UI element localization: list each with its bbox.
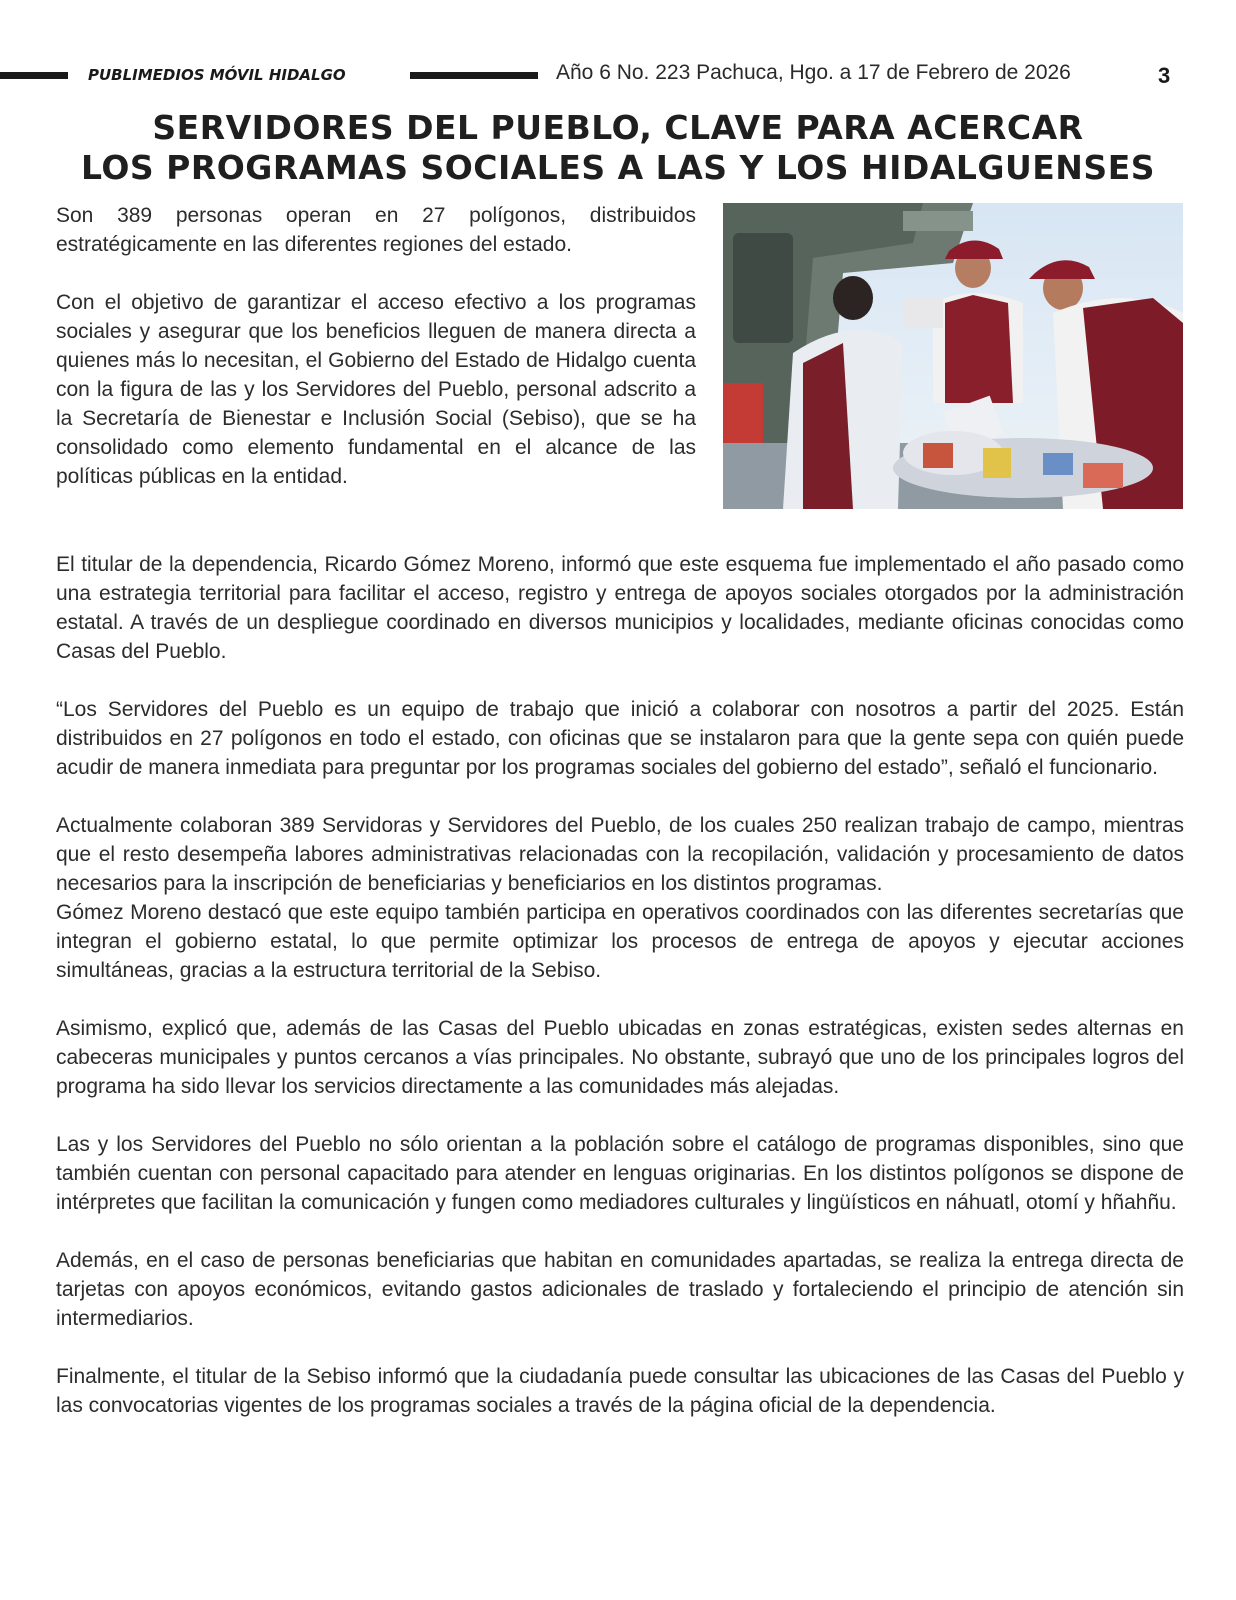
paragraph-10: Finalmente, el titular de la Sebiso informó que la ciudadanía puede consultar las ubicaciones de las Casas del Pueblo y las convocatorias vigentes de los programas sociales a través de la página oficial de la dependencia. <box>56 1365 1184 1417</box>
header-rule-middle <box>410 72 538 79</box>
paragraph-6: Gómez Moreno destacó que este equipo también participa en operativos coordinados con las diferentes secretarías que integran el gobierno estatal, lo que permite optimizar los procesos de entrega de apoyos y ejecutar acciones simultáneas, gracias a la estructura territorial de la Sebiso. <box>56 901 1184 982</box>
headline-line-1: SERVIDORES DEL PUEBLO, CLAVE PARA ACERCAR <box>152 108 1084 147</box>
photo-illustration <box>723 203 1183 509</box>
article-photo <box>723 203 1183 509</box>
paragraph-9: Además, en el caso de personas beneficiarias que habitan en comunidades apartadas, se realiza la entrega directa de tarjetas con apoyos económicos, evitando gastos adicionales de traslado y fortaleciendo el principio de atención sin intermediarios. <box>56 1249 1184 1330</box>
paragraph-8: Las y los Servidores del Pueblo no sólo orientan a la población sobre el catálogo de programas disponibles, sino que también cuentan con personal capacitado para atender en lenguas originarias. En los distintos polígonos se dispone de intérpretes que facilitan la comunicación y fungen como mediadores culturales y lingüísticos en náhuatl, otomí y hñahñu. <box>56 1133 1184 1214</box>
paragraph-5: Actualmente colaboran 389 Servidoras y Servidores del Pueblo, de los cuales 250 realizan trabajo de campo, mientras que el resto desempeña labores administrativas relacionadas con la recopilación, validación y procesamiento de datos necesarios para la inscripción de beneficiarias y beneficiarios en los distintos programas. <box>56 814 1184 895</box>
paragraph-2: Con el objetivo de garantizar el acceso efectivo a los programas sociales y asegurar que los beneficios lleguen de manera directa a quienes más lo necesitan, el Gobierno del Estado de Hidalgo cuenta con la figura de las y los Servidores del Pueblo, personal adscrito a la Secretaría de Bienestar e Inclusión Social (Sebiso), que se ha consolidado como elemento fundamental en el alcance de las políticas públicas en la entidad. <box>56 291 696 488</box>
article-body <box>56 550 1184 1420</box>
lead-column <box>56 201 696 491</box>
publication-brand: PUBLIMEDIOS MÓVIL HIDALGO <box>88 66 346 84</box>
article-headline <box>40 108 1196 188</box>
header-rule-left <box>0 72 68 79</box>
headline-line-2: LOS PROGRAMAS SOCIALES A LAS Y LOS HIDALGUENSES <box>80 148 1156 187</box>
issue-date-line: Año 6 No. 223 Pachuca, Hgo. a 17 de Febrero de 2026 <box>556 61 1071 84</box>
paragraph-7: Asimismo, explicó que, además de las Casas del Pueblo ubicadas en zonas estratégicas, existen sedes alternas en cabeceras municipales y puntos cercanos a vías principales. No obstante, subrayó que uno de los principales logros del programa ha sido llevar los servicios directamente a las comunidades más alejadas. <box>56 1017 1184 1098</box>
paragraph-3: El titular de la dependencia, Ricardo Gómez Moreno, informó que este esquema fue implementado el año pasado como una estrategia territorial para facilitar el acceso, registro y entrega de apoyos sociales otorgados por la administración estatal. A través de un despliegue coordinado en diversos municipios y localidades, mediante oficinas conocidas como Casas del Pueblo. <box>56 553 1184 663</box>
page-header <box>0 58 1236 98</box>
paragraph-4: “Los Servidores del Pueblo es un equipo de trabajo que inició a colaborar con nosotros a partir del 2025. Están distribuidos en 27 polígonos en todo el estado, con oficinas que se instalaron para que la gente sepa con quién puede acudir de manera inmediata para preguntar por los programas sociales del gobierno del estado”, señaló el funcionario. <box>56 698 1184 779</box>
page-number: 3 <box>1158 63 1171 88</box>
paragraph-1: Son 389 personas operan en 27 polígonos, distribuidos estratégicamente en las diferentes regiones del estado. <box>56 204 696 256</box>
